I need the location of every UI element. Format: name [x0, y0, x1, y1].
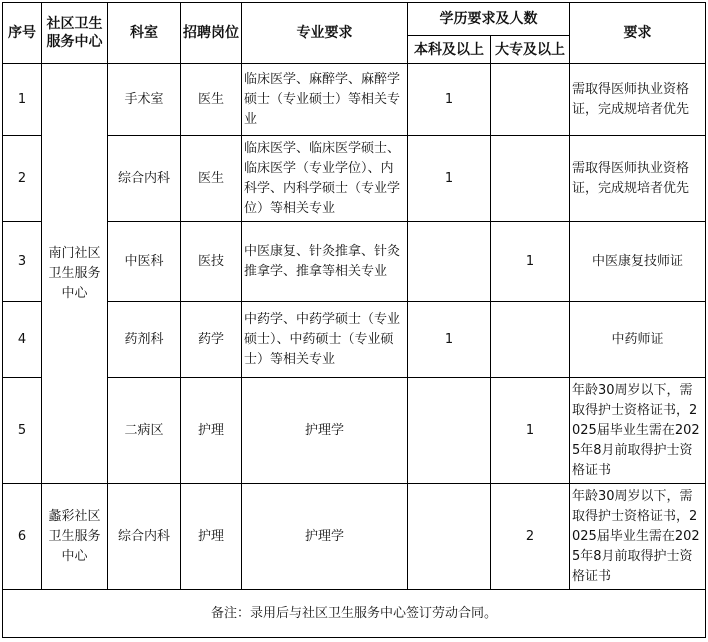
row-bachelor: 1 [408, 136, 491, 222]
table-row [3, 136, 706, 222]
row-major: 中药学、中药学硕士（专业硕士）、中药硕士（专业硕士）等相关专业 [242, 302, 408, 378]
header-position: 招聘岗位 [181, 3, 242, 64]
row-seq: 6 [3, 484, 42, 590]
row-dept: 中医科 [108, 222, 181, 302]
row-major: 临床医学、麻醉学、麻醉学硕士（专业硕士）等相关专业 [242, 64, 408, 136]
row-dept: 综合内科 [108, 484, 181, 590]
row-seq: 5 [3, 378, 42, 484]
row-position: 药学 [181, 302, 242, 378]
row-associate [491, 302, 570, 378]
row-requirement: 需取得医师执业资格证，完成规培者优先 [570, 64, 706, 136]
table-note: 备注：录用后与社区卫生服务中心签订劳动合同。 [3, 590, 706, 638]
row-major: 临床医学、临床医学硕士、临床医学（专业学位）、内科学、内科学硕士（专业学位）等相关专业 [242, 136, 408, 222]
table-row [3, 484, 706, 590]
row-associate [491, 136, 570, 222]
note-row [3, 590, 706, 638]
row-requirement: 中药师证 [570, 302, 706, 378]
header-bachelor: 本科及以上 [408, 36, 491, 64]
row-position: 护理 [181, 378, 242, 484]
row-dept: 手术室 [108, 64, 181, 136]
table-row [3, 64, 706, 136]
row-bachelor [408, 222, 491, 302]
header-row-1 [3, 3, 706, 36]
row-major: 护理学 [242, 378, 408, 484]
header-dept: 科室 [108, 3, 181, 64]
row-major: 中医康复、针灸推拿、针灸推拿学、推拿等相关专业 [242, 222, 408, 302]
row-major: 护理学 [242, 484, 408, 590]
row-associate [491, 64, 570, 136]
header-associate: 大专及以上 [491, 36, 570, 64]
row-seq: 3 [3, 222, 42, 302]
row-associate: 1 [491, 222, 570, 302]
row-bachelor: 1 [408, 302, 491, 378]
header-seq: 序号 [3, 3, 42, 64]
header-center: 社区卫生服务中心 [42, 3, 108, 64]
header-requirement: 要求 [570, 3, 706, 64]
row-seq: 1 [3, 64, 42, 136]
center-name: 蠡彩社区卫生服务中心 [42, 484, 108, 590]
row-bachelor: 1 [408, 64, 491, 136]
row-position: 医生 [181, 136, 242, 222]
row-requirement: 中医康复技师证 [570, 222, 706, 302]
row-requirement: 年龄30周岁以下，需取得护士资格证书，2025届毕业生需在2025年8月前取得护士资格证书 [570, 378, 706, 484]
row-dept: 药剂科 [108, 302, 181, 378]
row-dept: 二病区 [108, 378, 181, 484]
row-bachelor [408, 484, 491, 590]
row-seq: 4 [3, 302, 42, 378]
row-position: 医生 [181, 64, 242, 136]
table-row [3, 302, 706, 378]
row-position: 医技 [181, 222, 242, 302]
row-seq: 2 [3, 136, 42, 222]
recruitment-table [2, 2, 706, 638]
row-requirement: 需取得医师执业资格证，完成规培者优先 [570, 136, 706, 222]
row-dept: 综合内科 [108, 136, 181, 222]
row-requirement: 年龄30周岁以下，需取得护士资格证书，2025届毕业生需在2025年8月前取得护士资格证书 [570, 484, 706, 590]
table-row [3, 378, 706, 484]
header-edu-group: 学历要求及人数 [408, 3, 570, 36]
center-name: 南门社区卫生服务中心 [42, 64, 108, 484]
row-associate: 2 [491, 484, 570, 590]
table-row [3, 222, 706, 302]
header-major: 专业要求 [242, 3, 408, 64]
row-position: 护理 [181, 484, 242, 590]
row-associate: 1 [491, 378, 570, 484]
row-bachelor [408, 378, 491, 484]
